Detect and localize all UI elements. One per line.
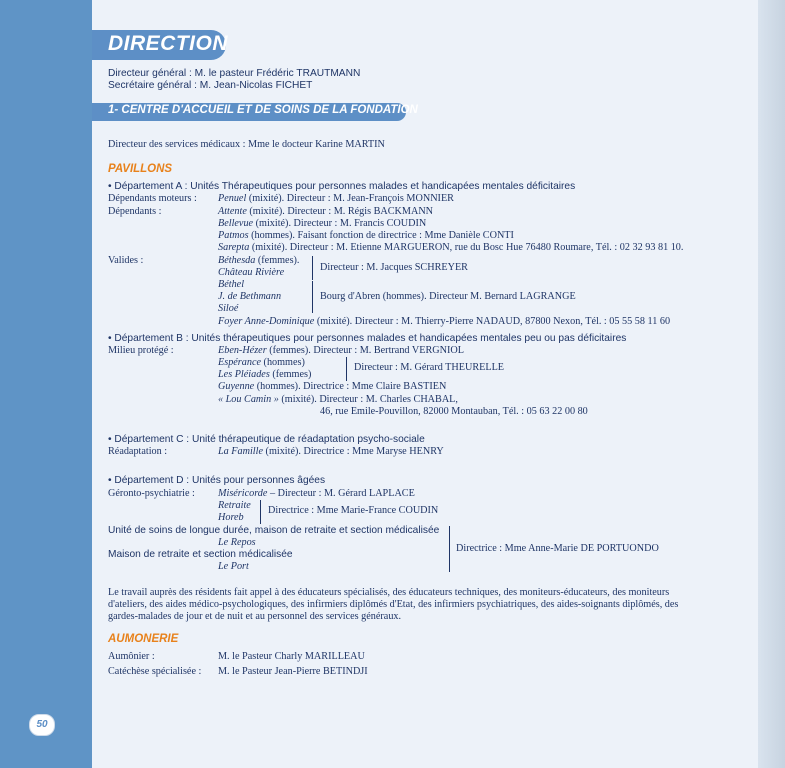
catechese-label: Catéchèse spécialisée : xyxy=(108,666,202,677)
lou-camin-address: 46, rue Emile-Pouvillon, 82000 Montauban, Tél. : 05 63 22 00 80 xyxy=(320,406,588,417)
pavilion-detail: (hommes). Directrice : Mme Claire BASTIEN xyxy=(254,381,447,392)
readaptation-label: Réadaptation : xyxy=(108,446,168,457)
page-title: DIRECTION xyxy=(108,32,228,55)
page-spine xyxy=(758,0,785,768)
dept-d-group2-director: Directrice : Mme Anne-Marie DE PORTUONDO xyxy=(456,543,659,554)
pavilion-detail: (mixité). Directeur : M. Francis COUDIN xyxy=(253,218,427,229)
pavilion-name: Guyenne xyxy=(218,381,255,392)
page-number: 50 xyxy=(29,714,55,736)
aumonerie-heading: AUMONERIE xyxy=(108,633,179,645)
pavilion-name: Béthesda xyxy=(218,255,256,266)
catechese-value: M. le Pasteur Jean-Pierre BETINDJI xyxy=(218,666,368,677)
pavilion-detail: (femmes). xyxy=(255,255,300,266)
pavilion-detail: – Directeur : M. Gérard LAPLACE xyxy=(267,488,415,499)
retraite: Retraite xyxy=(218,500,251,511)
pavilion-name: Foyer Anne-Dominique xyxy=(218,316,315,327)
pavilion-detail: (mixité). Directeur : M. Charles CHABAL, xyxy=(278,394,458,405)
pavilion-name: Eben-Hézer xyxy=(218,345,267,356)
group-bracket xyxy=(312,281,313,313)
dept-d-group-director: Directrice : Mme Marie-France COUDIN xyxy=(268,505,439,516)
pavilion-detail: (mixité). Directeur : M. Thierry-Pierre NADAUD, 87800 Nexon, Tél. : 05 55 58 11 60 xyxy=(314,316,671,327)
pavilion-detail: (femmes) xyxy=(269,369,312,380)
sarepta-line xyxy=(218,242,683,254)
pavilion-name: Penuel xyxy=(218,193,247,204)
pavilion-name: Sarepta xyxy=(218,242,250,253)
general-secretary: Secrétaire général : M. Jean-Nicolas FICHET xyxy=(108,80,313,91)
dept-d-heading: • Département D : Unités pour personnes âgées xyxy=(108,475,326,486)
foyer-line xyxy=(218,316,670,328)
bethel: Béthel xyxy=(218,279,245,290)
maison-retraite-label: Maison de retraite et section médicalisée xyxy=(108,549,293,560)
pavilion-detail: (femmes). Directeur : M. Bertrand VERGNIOL xyxy=(266,345,464,356)
aumonier-value: M. le Pasteur Charly MARILLEAU xyxy=(218,651,365,662)
pavilion-detail: (hommes) xyxy=(261,357,305,368)
pavilion-detail: (mixité). Directeur : M. Jean-François MONNIER xyxy=(246,193,454,204)
dependants-label: Dépendants : xyxy=(108,206,162,217)
lou-camin-line xyxy=(218,394,458,406)
penuel-line xyxy=(218,193,454,205)
group-bracket xyxy=(260,500,261,524)
pavilion-detail: (mixité). Directeur : M. Etienne MARGUERON, rue du Bosc Hue 76480 Roumare, Tél. : 02 32 93 81 10. xyxy=(249,242,684,253)
esperance-line xyxy=(218,357,305,369)
pavilion-name: « Lou Camin » xyxy=(218,394,279,405)
patmos-line xyxy=(218,230,514,242)
pleiades-line xyxy=(218,369,311,381)
pavilion-name: Espérance xyxy=(218,357,261,368)
staff-paragraph-line: gardes-malades de jour et de nuit et au personnel des services généraux. xyxy=(108,611,402,622)
pavilion-name: Patmos xyxy=(218,230,249,241)
bethesda-line xyxy=(218,255,299,267)
dept-b-heading: • Département B : Unités thérapeutiques pour personnes malades et handicapées mentales peu ou pas déficitaires xyxy=(108,333,627,344)
dept-a-heading: • Département A : Unités Thérapeutiques pour personnes malades et handicapées mentales déficitaires xyxy=(108,181,576,192)
pavilion-detail: (mixité). Directeur : M. Régis BACKMANN xyxy=(246,206,434,217)
attente-line xyxy=(218,206,433,218)
valides-group2-director: Bourg d'Abren (hommes). Directeur M. Bernard LAGRANGE xyxy=(320,291,576,302)
pavilion-name: Miséricorde xyxy=(218,488,268,499)
left-sidebar xyxy=(0,0,92,768)
group-bracket xyxy=(346,357,347,381)
group-bracket xyxy=(312,256,313,280)
dept-b-group-director: Directeur : M. Gérard THEURELLE xyxy=(354,362,505,373)
group-bracket xyxy=(449,526,450,572)
pavilion-detail: (mixité). Directrice : Mme Maryse HENRY xyxy=(263,446,444,457)
pavilion-name: Les Pléiades xyxy=(218,369,270,380)
eben-hezer-line xyxy=(218,345,464,357)
chateau-riviere: Château Rivière xyxy=(218,267,285,278)
staff-paragraph-line: Le travail auprès des résidents fait appel à des éducateurs spécialisés, des éducateurs techniques, des moniteurs-éducateurs, des moniteurs xyxy=(108,587,670,598)
le-repos: Le Repos xyxy=(218,537,256,548)
la-famille-line xyxy=(218,446,444,458)
pavillons-heading: PAVILLONS xyxy=(108,163,173,175)
section1-title: 1- CENTRE D'ACCUEIL ET DE SOINS DE LA FONDATION xyxy=(108,104,418,116)
milieu-protege-label: Milieu protégé : xyxy=(108,345,174,356)
pavilion-detail: (hommes). Faisant fonction de directrice : Mme Danièle CONTI xyxy=(248,230,514,241)
dept-c-heading: • Département C : Unité thérapeutique de réadaptation psycho-sociale xyxy=(108,434,425,445)
staff-paragraph-line: d'ateliers, des aides médico-psychologiques, des infirmiers diplômés d'Etat, des infirmiers psychiatriques, des aides-soignants diplômés, des xyxy=(108,599,679,610)
bellevue-line xyxy=(218,218,426,230)
valides-label: Valides : xyxy=(108,255,144,266)
medical-director: Directeur des services médicaux : Mme le docteur Karine MARTIN xyxy=(108,139,385,150)
pavilion-name: Attente xyxy=(218,206,247,217)
siloe: Siloé xyxy=(218,303,239,314)
le-port: Le Port xyxy=(218,561,249,572)
misericorde-line xyxy=(218,488,415,500)
horeb: Horeb xyxy=(218,512,244,523)
pavilion-name: Bellevue xyxy=(218,218,254,229)
valides-group1-director: Directeur : M. Jacques SCHREYER xyxy=(320,262,468,273)
usld-label: Unité de soins de longue durée, maison de retraite et section médicalisée xyxy=(108,525,440,536)
bethmann: J. de Bethmann xyxy=(218,291,282,302)
general-director: Directeur général : M. le pasteur Frédéric TRAUTMANN xyxy=(108,68,361,79)
geronto-label: Géronto-psychiatrie : xyxy=(108,488,195,499)
guyenne-line xyxy=(218,381,446,393)
dependants-moteurs-label: Dépendants moteurs : xyxy=(108,193,197,204)
aumonier-label: Aumônier : xyxy=(108,651,155,662)
pavilion-name: La Famille xyxy=(218,446,263,457)
